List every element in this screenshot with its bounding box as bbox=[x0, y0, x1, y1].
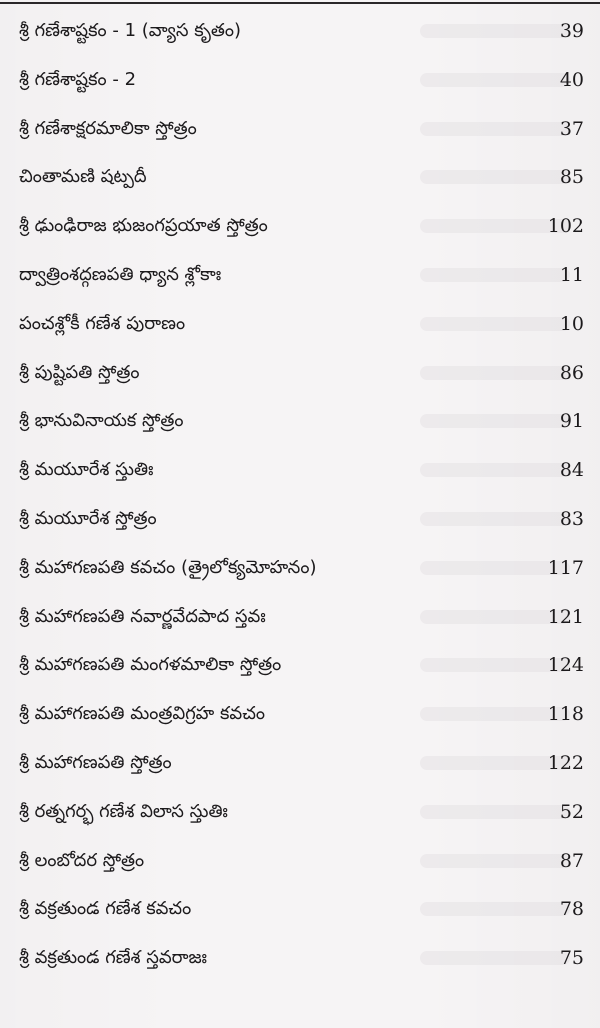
toc-entry-page-number: 85 bbox=[559, 166, 584, 189]
toc-entry bbox=[0, 353, 600, 393]
toc-entry bbox=[0, 645, 600, 685]
show-through-shadow bbox=[420, 73, 570, 87]
toc-entry-page-number: 124 bbox=[547, 654, 584, 677]
toc-entry-page-number: 84 bbox=[559, 459, 584, 482]
toc-entry bbox=[0, 401, 600, 441]
toc-entry-title: పంచశ్లోకీ గణేశ పురాణం bbox=[19, 312, 186, 334]
show-through-shadow bbox=[420, 463, 570, 477]
toc-entry-title: శ్రీ భానువినాయక స్తోత్రం bbox=[19, 410, 184, 432]
show-through-shadow bbox=[420, 805, 570, 819]
toc-entry bbox=[0, 450, 600, 490]
toc-entry-title: శ్రీ లంబోదర స్తోత్రం bbox=[19, 849, 145, 871]
show-through-shadow bbox=[420, 366, 570, 380]
show-through-shadow bbox=[420, 854, 570, 868]
toc-entry bbox=[0, 11, 600, 51]
show-through-shadow bbox=[420, 24, 570, 38]
toc-entry bbox=[0, 743, 600, 783]
toc-entry bbox=[0, 255, 600, 295]
show-through-shadow bbox=[420, 317, 570, 331]
toc-entry bbox=[0, 109, 600, 149]
toc-entry-title: శ్రీ వక్రతుండ గణేశ స్తవరాజః bbox=[19, 947, 207, 969]
show-through-shadow bbox=[420, 170, 570, 184]
toc-entry bbox=[0, 548, 600, 588]
toc-entry-title: శ్రీ పుష్టిపతి స్తోత్రం bbox=[19, 361, 140, 383]
top-rule bbox=[0, 2, 600, 4]
toc-entry-title: శ్రీ మయూరేశ స్తోత్రం bbox=[19, 508, 157, 529]
toc-entry bbox=[0, 938, 600, 978]
show-through-shadow bbox=[420, 268, 570, 282]
toc-entry-page-number: 121 bbox=[547, 605, 584, 628]
toc-entry-title: శ్రీ వక్రతుండ గణేశ కవచం bbox=[19, 898, 192, 920]
toc-entry-title: శ్రీ గణేశాక్షరమాలికా స్తోత్రం bbox=[19, 117, 197, 139]
show-through-shadow bbox=[420, 902, 570, 916]
toc-entry-page-number: 83 bbox=[559, 508, 584, 530]
toc-entry-title: చింతామణి షట్పదీ bbox=[19, 166, 147, 188]
toc-entry bbox=[0, 792, 600, 832]
toc-entry-title: శ్రీ మహాగణపతి మంత్రవిగ్రహ కవచం bbox=[19, 703, 265, 725]
toc-entry-title: శ్రీ రత్నగర్భ గణేశ విలాస స్తుతిః bbox=[19, 800, 228, 822]
toc-entry-page-number: 86 bbox=[559, 361, 584, 384]
toc-entry-page-number: 10 bbox=[559, 312, 584, 335]
toc-entry-title: శ్రీ మహాగణపతి కవచం (త్రైలోక్యమోహనం) bbox=[19, 556, 317, 578]
toc-entry-page-number: 40 bbox=[559, 68, 584, 91]
toc-entry-title: శ్రీ గణేశాష్టకం - 1 (వ్యాస కృతం) bbox=[19, 20, 242, 41]
toc-entry-page-number: 37 bbox=[559, 117, 584, 140]
toc-entry-page-number: 52 bbox=[559, 800, 584, 823]
toc-entry-page-number: 78 bbox=[559, 898, 584, 921]
toc-entry-page-number: 11 bbox=[559, 264, 584, 286]
toc-entry bbox=[0, 206, 600, 246]
toc-entry bbox=[0, 694, 600, 734]
show-through-shadow bbox=[420, 414, 570, 428]
toc-entry bbox=[0, 157, 600, 197]
toc-entry-page-number: 91 bbox=[559, 410, 584, 433]
toc-entry-title: శ్రీ గణేశాష్టకం - 2 bbox=[19, 68, 137, 90]
toc-entry bbox=[0, 499, 600, 539]
toc-entry-page-number: 39 bbox=[559, 20, 584, 42]
toc-entry bbox=[0, 304, 600, 344]
toc-entry-title: శ్రీ మయూరేశ స్తుతిః bbox=[19, 459, 154, 481]
show-through-shadow bbox=[420, 512, 570, 526]
toc-entry-page-number: 87 bbox=[559, 849, 584, 872]
toc-entry-title: శ్రీ మహాగణపతి నవార్ణవేదపాద స్తవః bbox=[19, 605, 266, 627]
toc-entry-page-number: 75 bbox=[559, 947, 584, 970]
show-through-shadow bbox=[420, 951, 570, 965]
toc-entry-page-number: 102 bbox=[547, 215, 584, 238]
toc-entry-page-number: 117 bbox=[547, 556, 584, 579]
toc-entry bbox=[0, 889, 600, 929]
toc-entry-page-number: 118 bbox=[547, 703, 584, 726]
toc-entry bbox=[0, 597, 600, 637]
toc-entry-title: శ్రీ మహాగణపతి స్తోత్రం bbox=[19, 752, 172, 773]
toc-entry-title: శ్రీ ఢుంఢిరాజ భుజంగప్రయాత స్తోత్రం bbox=[19, 215, 268, 237]
toc-entry-page-number: 122 bbox=[547, 752, 584, 774]
toc-entry-title: ద్వాత్రింశద్గణపతి ధ్యాన శ్లోకాః bbox=[19, 264, 222, 285]
show-through-shadow bbox=[420, 122, 570, 136]
toc-entry bbox=[0, 841, 600, 881]
toc-entry-title: శ్రీ మహాగణపతి మంగళమాలికా స్తోత్రం bbox=[19, 654, 282, 676]
toc-entry bbox=[0, 60, 600, 100]
